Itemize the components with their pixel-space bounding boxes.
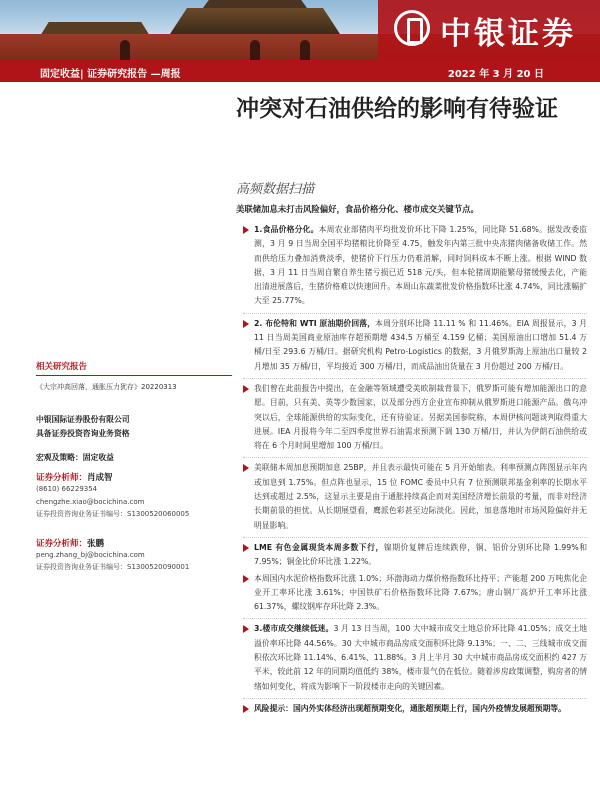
- bullet-icon: [243, 226, 249, 234]
- analyst-email[interactable]: chengzhe.xiao@bocichina.com: [36, 497, 145, 506]
- strategy-label: 宏观及策略：固定收益: [36, 453, 114, 462]
- analyst-label: 证券分析师：: [36, 473, 88, 483]
- section-paragraph: [243, 461, 587, 532]
- bullet-icon: [243, 575, 249, 583]
- brand-logo: 中银证券: [440, 16, 576, 52]
- bullet-icon: [243, 625, 249, 633]
- sidebar: [36, 360, 232, 574]
- report-date: 2022 年 3 月 20 日: [447, 69, 544, 80]
- section-text: 本周农业部猪肉平均批发价环比下降 1.25%，同比降 51.68%。据发改委监测，3 月 9 日当周全国平均猪粮比价降至 4.75，触发年内第三批中央冻猪肉储备收储工作。然而供给压力叠加消费淡季，使猪价下行压力仍难消解，同时饲料成本不断上涨。根据 WIND 数据，3 月 11 日当周自繁自养生猪亏损已近 518 元/头，但本轮猪周期能繁母猪缓慢去化，产能出清进展落后，生猪价格难以快速回升。本周山东蔬菜批发价格指数环比涨 4.74%，同比涨幅扩大至 25.77%。: [254, 225, 588, 306]
- palace-gate-icon: [250, 40, 260, 60]
- section-lead: 风险提示：: [254, 703, 293, 713]
- analyst-heading: [36, 471, 232, 483]
- section-paragraph: [243, 317, 587, 374]
- bullet-icon: [243, 544, 249, 552]
- related-reports-heading: 相关研究报告: [36, 362, 88, 372]
- bullet-icon: [243, 464, 249, 472]
- section-lead: 3.楼市成交继续低迷。: [254, 624, 334, 634]
- section-block: [243, 538, 587, 619]
- report-category: 固定收益| 证券研究报告 —周报: [40, 69, 181, 80]
- section-paragraph: [243, 622, 587, 693]
- analyst-cert: 证券投资咨询业务证书编号：S1300520090001: [36, 563, 190, 571]
- section-block: [243, 619, 587, 698]
- section-block: [243, 699, 587, 720]
- section-text: 我们曾在此前报告中提出，在金融等领域遭受美欧制裁背景下，俄罗斯可能有增加能源出口的意愿。目前，只有美、英等少数国家，以及部分西方企业宣布抑制从俄罗斯进口能源产品。俄乌冲突以后，全球能源供给的实际变化，还有待验证。另据美国参院称，本周伊核问题谈判取得重大进展。IEA 月报将今年二至四季度世界石油需求预测下调 130 万桶/日，并认为伊朗石油供给或将在 6 个月时间里增加 100 万桶/日。: [254, 383, 587, 451]
- main-content: [243, 220, 587, 720]
- bullet-icon: [243, 320, 249, 328]
- section-lead: LME 有色金属现货本周多数下行，: [254, 542, 384, 552]
- analyst-phone: (8610) 66229354: [36, 485, 98, 493]
- boc-logo-icon: [394, 10, 430, 46]
- section-paragraph: [243, 572, 587, 615]
- palace-roof: [170, 8, 340, 34]
- bullet-icon: [243, 705, 249, 713]
- section-paragraph: [243, 541, 587, 570]
- analyst-label: 证券分析师：: [36, 538, 88, 549]
- risk-paragraph: [243, 702, 587, 716]
- section-block: [243, 379, 587, 458]
- section-paragraph: [243, 382, 587, 453]
- report-info-bar: [0, 60, 600, 82]
- section-text: 本周分别环比降 11.11 % 和 11.46%。EIA 周报显示，3 月 11 日当周美国商业原油库存超预期增 434.5 万桶至 4.159 亿桶；美国原油出口增加 51.4 万桶/日至 293.6 万桶/日。据研究机构 Petro-Logistics 的数据，3 月俄罗斯海上原油出口量较 2 月增加 35 万桶/日，平均接近 300 万桶/日，而成品油出货量在 3 月份超过 200 万桶/日。: [254, 318, 587, 371]
- section-text: 镍期价复牌后连续跌停，铜、铝价分别环比降 1.99%和 7.95%；铜金比价环比涨 1.22%。: [254, 542, 587, 567]
- company-qualification: 具备证券投资咨询业务资格: [36, 429, 130, 438]
- report-summary: 美联储加息未打击风险偏好，食品价格分化、楼市成交关键节点。: [236, 204, 479, 214]
- palace-gate-icon: [300, 40, 310, 60]
- bullet-icon: [243, 385, 249, 393]
- analyst-email[interactable]: peng.zhang_bj@bocichina.com: [36, 550, 145, 559]
- header-banner: [0, 0, 600, 60]
- section-block: [243, 458, 587, 537]
- company-name: 中银国际证券股份有限公司: [36, 415, 130, 424]
- section-paragraph: [243, 223, 587, 309]
- analyst-name: 张鹏: [87, 538, 105, 549]
- analyst-heading: [36, 537, 232, 549]
- section-text: 3 月 13 日当周，100 大中城市成交土地总价环比降 41.05%；成交土地溢价率环比降 44.56%。30 大中城市商品房成交面积环比降 9.13%；一、二、三线城市成交面积依次环比降 11.14%、6.41%、11.88%。3 月上半月 30 大中城市商品房成交面积约 427 万平米，较此前 12 年的同期均值低约 38%，楼市景气仍在低位。随着涉房政策调整，购房者的情绪如何变化，将成为影响下一阶段楼市走向的关键因素。: [254, 624, 587, 691]
- section-lead: 1.食品价格分化。: [254, 225, 319, 234]
- section-lead: 2. 布伦特和 WTI 原油期价回落，: [254, 318, 376, 328]
- section-block: [243, 314, 587, 379]
- report-title: 冲突对石油供给的影响有待验证: [236, 95, 558, 122]
- report-subtitle: 高频数据扫描: [236, 182, 315, 197]
- analyst-cert: 证券投资咨询业务证书编号：S1300520060005: [36, 510, 190, 518]
- section-block: [243, 220, 587, 314]
- related-report-link[interactable]: 《大宗冲高回落，通胀压力犹存》20220313: [36, 383, 177, 391]
- section-text: 本周国内水泥价格指数环比涨 1.0%；环渤海动力煤价格指数环比持平；产能超 200 万吨焦化企业开工率环比涨 3.61%；中国铁矿石价格指数环比降 7.67%；唐山钢厂高炉开工率环比涨 61.37%，螺纹钢库存环比降 2.3%。: [254, 573, 587, 612]
- analyst-name: 肖成智: [87, 473, 113, 483]
- section-text: 美联储本周加息预期加息 25BP，并且表示最快可能在 5 月开始缩表。利率预测点阵图显示年内或加息到 1.75%。但点阵也显示，15 位 FOMC 委员中只有 7 位预测联邦基金利率的长期水平达到或超过 2.5%，这显示主要是由于通胀持续高企而对美国经济增长前景的考量，而非对经济长期前景的担忧。从长期展望看，鹰派色彩甚至边际淡化。因此，加息落地时市场风险偏好并无明显影响。: [254, 463, 587, 530]
- palace-gate-icon: [120, 40, 130, 60]
- section-text: 国内外实体经济出现超预期变化，通胀超预期上行，国内外疫情发展超预期等。: [292, 703, 566, 713]
- divider: [36, 375, 232, 376]
